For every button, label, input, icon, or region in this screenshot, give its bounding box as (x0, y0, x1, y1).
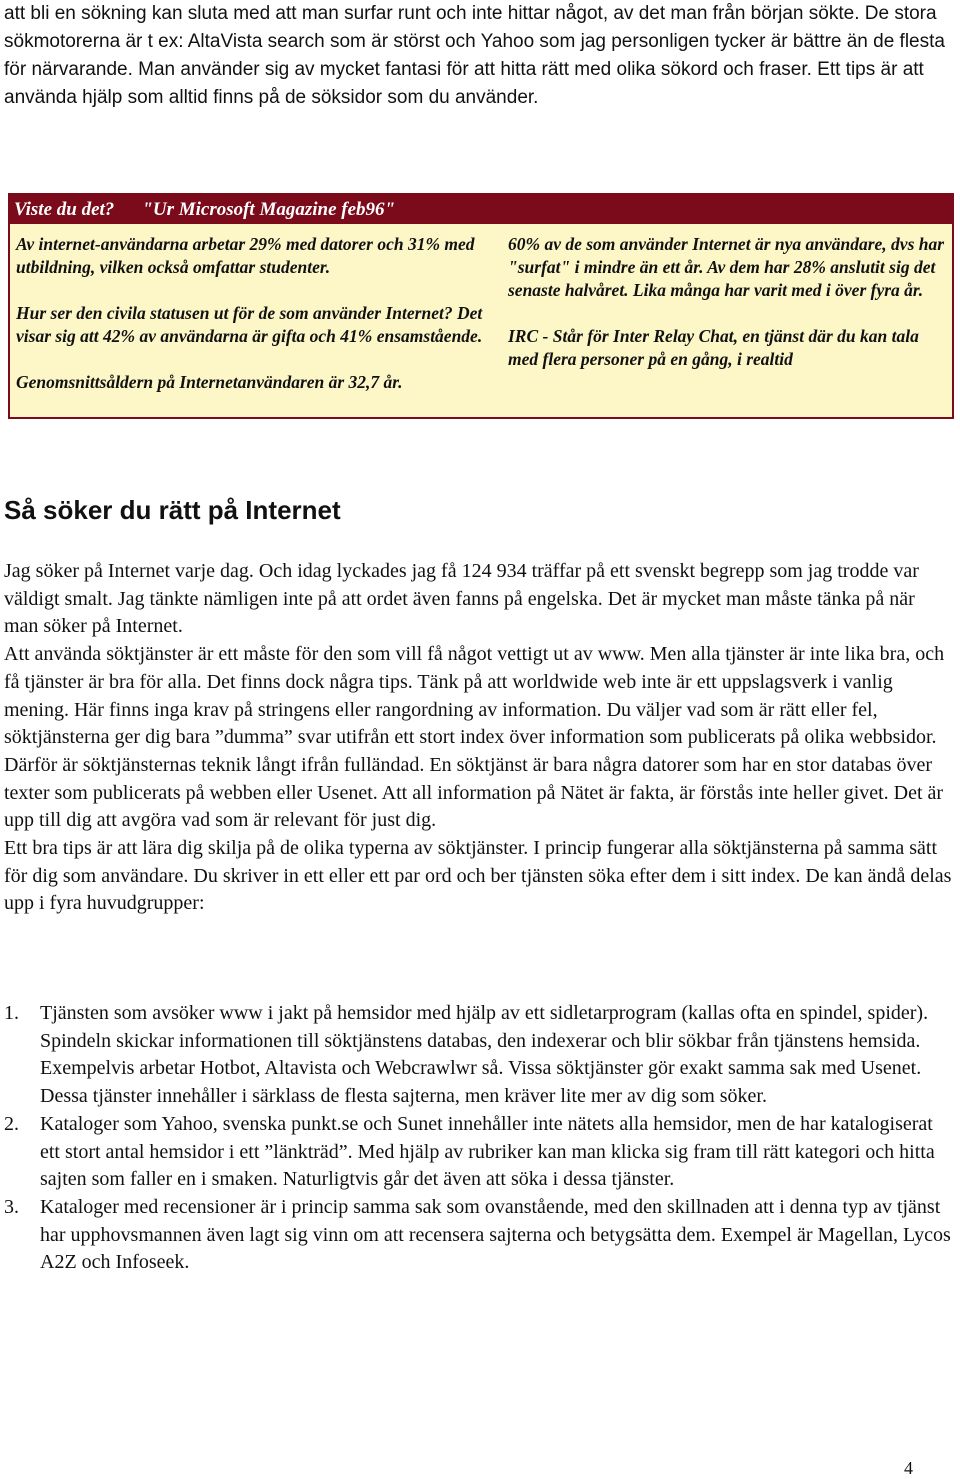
list-item-text: Kataloger som Yahoo, svenska punkt.se och Sunet innehåller inte nätets alla hemsidor, men de har katalogiserat ett stort antal hemsidor i ett ”länkträd”. Med hjälp av rubriker kan man klicka sig fram till rätt kategori och hitta sajten som faller en i smaken. Naturligtvis går det även att söka i dessa tjänster. (40, 1112, 935, 1191)
fact-box-header (10, 195, 952, 224)
list-item (4, 1111, 954, 1194)
page-number: 4 (904, 1458, 913, 1478)
list-item (4, 1000, 954, 1111)
fact-box-right-column (508, 233, 948, 394)
fact-left-3: Genomsnittsåldern på Internetanvändaren är 32,7 år. (16, 372, 403, 392)
body-paragraph: Jag söker på Internet varje dag. Och idag lyckades jag få 124 934 träffar på ett svenskt begrepp som jag trodde var väldigt smalt. Jag tänkte nämligen inte på att ordet även fanns på engelska. Det är mycket man måste tänka på när man söker på Internet. (4, 560, 919, 638)
list-item-text: Kataloger med recensioner är i princip samma sak som ovanstående, med den skillnaden att i denna typ av tjänst har upphovsmannen även lagt sig vinn om att recensera sajterna och betygsätta dem. Exempel är Magellan, Lycos A2Z och Infoseek. (40, 1195, 951, 1274)
body-paragraph: Ett bra tips är att lära dig skilja på de olika typerna av söktjänster. I princip fungerar alla söktjänsterna på samma sätt för dig som användare. Du skriver in ett eller ett par ord och ber tjänsten söka efter dem i sitt index. De kan ändå delas upp i fyra huvudgrupper: (4, 837, 952, 915)
body-paragraph: Att använda söktjänster är ett måste för den som vill få något vettigt ut av www. Men alla tjänster är inte lika bra, och få tjänster är bra för alla. Det finns dock några tips. Tänk på att worldwide web inte är ett uppslagsverk i vanlig mening. Här finns inga krav på stringens eller rangordning av information. Du väljer vad som är rätt eller fel, söktjänsterna ger dig bara ”dumma” svar utifrån ett stort index över information som publicerats på olika webbsidor. Därför är söktjänsternas teknik långt ifrån fulländad. En söktjänst är bara några datorer som har en stor databas över texter som publicerats på webben eller Usenet. Att all information på Nätet är fakta, är förstås inte heller givet. Det är upp till dig att avgöra vad som är relevant för just dig. (4, 643, 945, 832)
fact-box-title: Viste du det? (14, 199, 115, 220)
fact-left-2: Hur ser den civila statusen ut för de som använder Internet? Det visar sig att 42% av användarna är gifta och 41% ensamstående. (16, 303, 483, 346)
section-heading: Så söker du rätt på Internet (4, 495, 341, 525)
list-item-text: Tjänsten som avsöker www i jakt på hemsidor med hjälp av ett sidletarprogram (kallas ofta en spindel, spider). Spindeln skickar informationen till söktjänstens databas, den indexerar och blir sökbar från tjänstens hemsida. Exempelvis arbetar Hotbot, Altavista och Webcrawlwr så. Vissa söktjänster gör exakt samma sak med Usenet. Dessa tjänster innehåller i särklass de flesta sajterna, men kräver lite mer av dig som söker. (40, 1002, 929, 1108)
fact-box-source: "Ur Microsoft Magazine feb96" (142, 199, 396, 220)
list-item-number: 2. (4, 1112, 19, 1135)
fact-right-1: 60% av de som använder Internet är nya användare, dvs har "surfat" i mindre än ett år. Av dem har 28% anslutit sig det senaste halvåret. Lika många har varit med i över fyra år. (508, 234, 945, 300)
list-item-number: 1. (4, 1002, 19, 1024)
section-body (4, 558, 954, 918)
fact-right-2: IRC - Står för Inter Relay Chat, en tjänst där du kan tala med flera personer på en gång, i realtid (508, 326, 919, 369)
fact-box-left-column (16, 233, 486, 417)
intro-paragraph: att bli en sökning kan sluta med att man surfar runt och inte hittar något, av det man från början sökte. De stora sökmotorerna är t ex: AltaVista search som är störst och Yahoo som jag personligen tycker är bättre än de flesta för närvarande. Man använder sig av mycket fantasi för att hitta rätt med olika sökord och fraser. Ett tips är att använda hjälp som alltid finns på de söksidor som du använder. (4, 3, 945, 108)
list-item (4, 1194, 954, 1277)
intro-paragraph-block (4, 0, 954, 112)
fact-box (8, 193, 954, 419)
list-item-number: 3. (4, 1195, 19, 1218)
fact-left-1: Av internet-användarna arbetar 29% med datorer och 31% med utbildning, vilken också omfattar studenter. (16, 234, 475, 277)
search-service-list (4, 1000, 954, 1277)
